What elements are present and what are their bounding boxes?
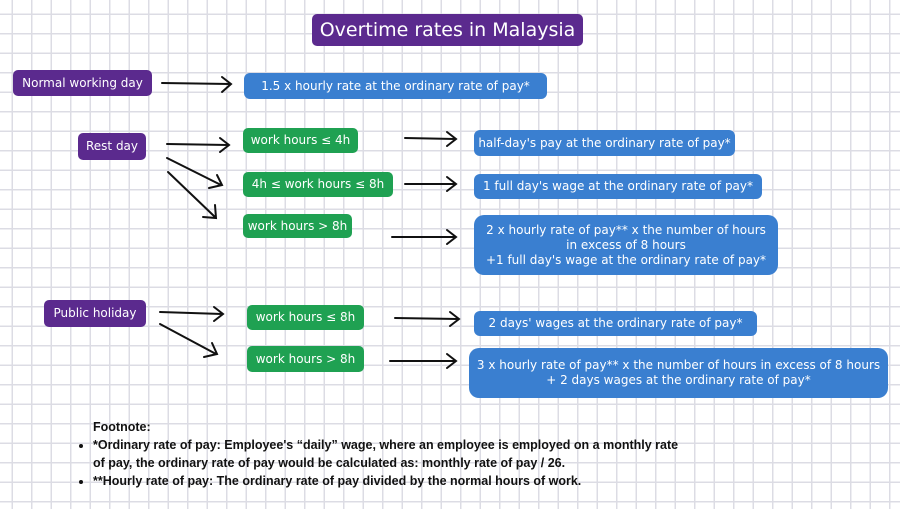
result-line: 2 x hourly rate of pay** x the number of hours [486, 222, 766, 237]
condition-public-le8: work hours ≤ 8h [247, 305, 364, 330]
result-normal: 1.5 x hourly rate at the ordinary rate of pay* [244, 73, 547, 99]
result-line: +1 full day's wage at the ordinary rate of pay* [485, 252, 767, 267]
category-normal-working-day: Normal working day [13, 70, 152, 96]
footnote-item [93, 472, 678, 490]
footnote [75, 418, 678, 490]
arrow-icon [162, 77, 231, 92]
arrow-icon [405, 177, 456, 191]
condition-rest-gt8: work hours > 8h [243, 214, 352, 238]
category-public-holiday: Public holiday [44, 300, 146, 327]
result-rest-4to8: 1 full day's wage at the ordinary rate of pay* [474, 174, 762, 199]
arrow-icon [167, 158, 222, 188]
page-title: Overtime rates in Malaysia [312, 14, 583, 46]
arrow-icon [405, 132, 456, 146]
condition-public-gt8: work hours > 8h [247, 346, 364, 372]
footnote-item [93, 436, 678, 472]
footnote-heading: Footnote: [93, 420, 151, 434]
arrow-icon [395, 312, 459, 326]
result-line: 3 x hourly rate of pay** x the number of hours in excess of 8 hours [476, 358, 881, 372]
arrow-icon [390, 354, 456, 368]
condition-rest-4to8: 4h ≤ work hours ≤ 8h [243, 172, 393, 197]
condition-rest-le4: work hours ≤ 4h [243, 128, 358, 153]
arrow-icon [167, 138, 229, 152]
arrow-icon [160, 307, 223, 321]
footnote-line: *Ordinary rate of pay: Employee's “daily” wage, where an employee is employed on a monthly rate [93, 438, 679, 452]
footnote-line: **Hourly rate of pay: The ordinary rate of pay divided by the normal hours of work. [93, 474, 582, 488]
arrow-icon [392, 230, 456, 244]
footnote-line: of pay, the ordinary rate of pay would be calculated as: monthly rate of pay / 26. [93, 456, 566, 470]
arrow-icon [160, 324, 217, 357]
result-rest-le4: half-day's pay at the ordinary rate of pay* [474, 130, 735, 156]
result-line: in excess of 8 hours [566, 237, 686, 252]
result-public-le8: 2 days' wages at the ordinary rate of pay* [474, 311, 757, 336]
category-rest-day: Rest day [78, 133, 146, 160]
result-line: + 2 days wages at the ordinary rate of pay* [546, 373, 811, 387]
